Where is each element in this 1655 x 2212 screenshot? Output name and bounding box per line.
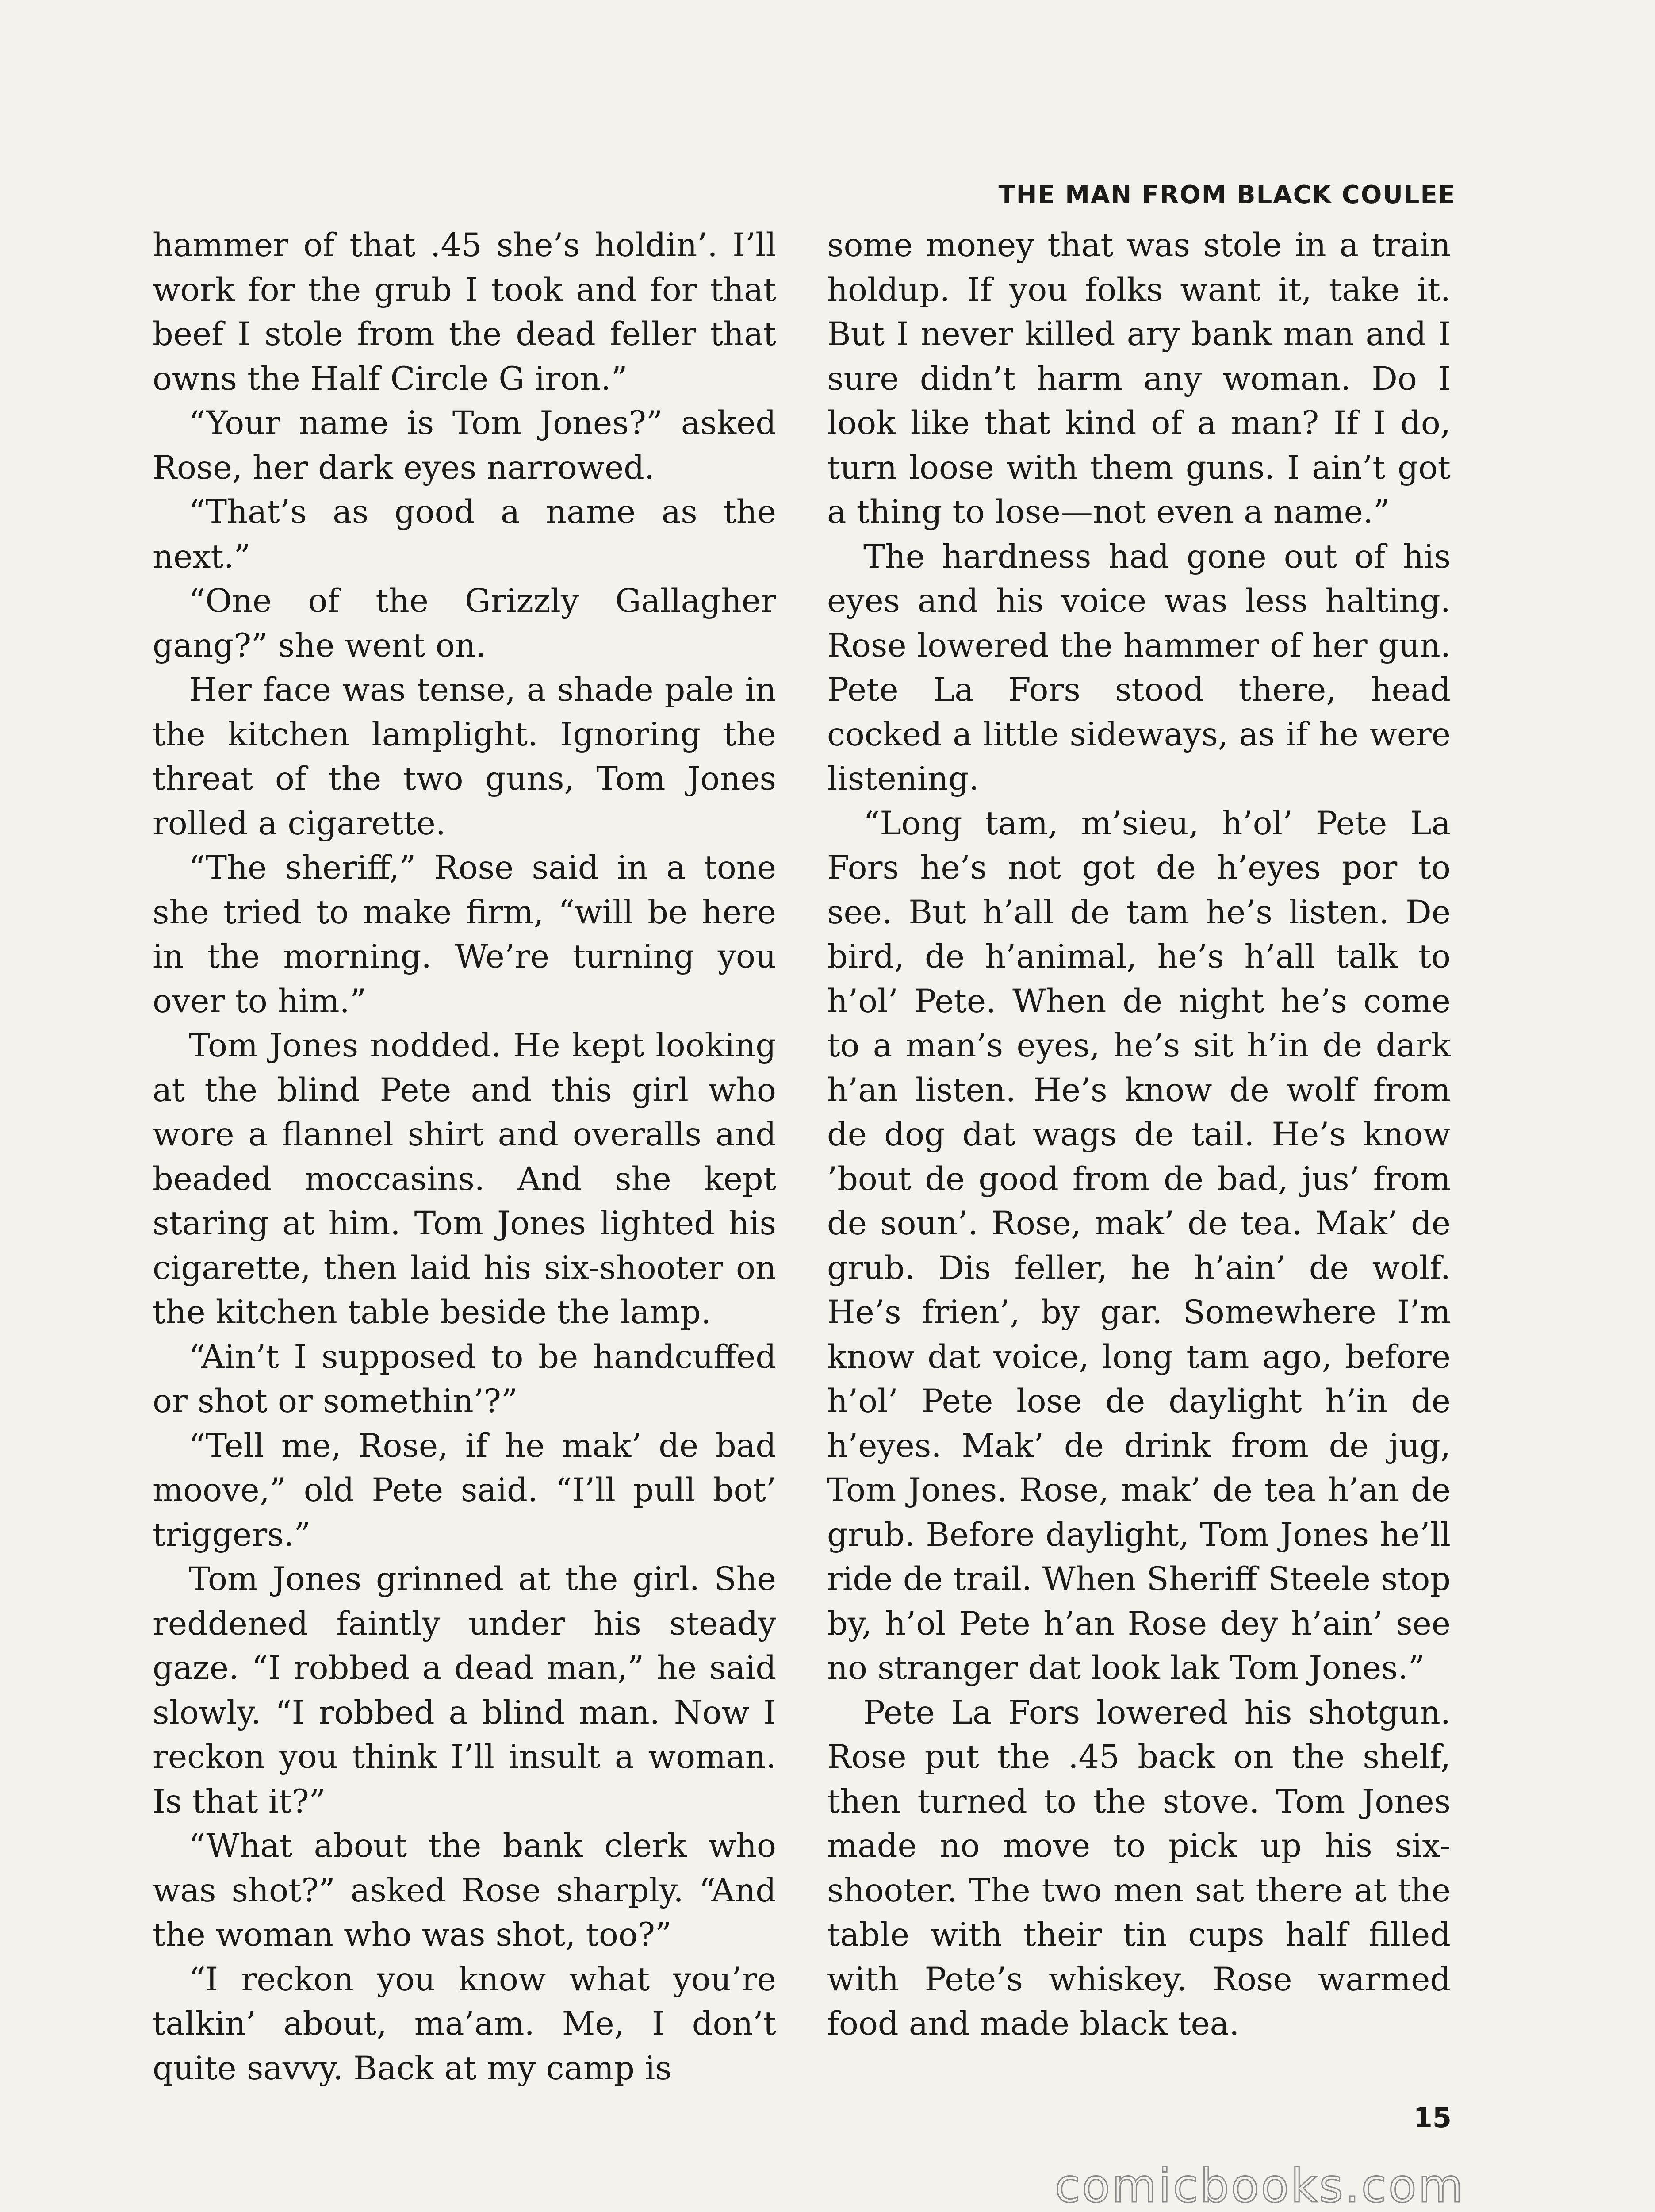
paragraph: “That’s as good a name as the next.” bbox=[153, 493, 776, 576]
paragraph: “The sheriff,” Rose said in a tone she tried to make firm, “will be here in the morning. We’re turning you over to him.” bbox=[153, 849, 776, 1020]
paragraph: “Long tam, m’sieu, h’ol’ Pete La Fors he’s not got de h’eyes por to see. But h’all de tam he’s listen. De bird, de h’animal, he’s h’all talk to h’ol’ Pete. When de night he’s come to a man’s eyes, he’s sit h’in de dark h’an listen. He’s know de wolf from de dog dat wags de tail. He’s know ’bout de good from de bad, jus’ from de soun’. Rose, mak’ de tea. Mak’ de grub. Dis feller, he h’ain’ de wolf. He’s frien’, by gar. Somewhere I’m know dat voice, long tam ago, before h’ol’ Pete lose de daylight h’in de h’eyes. Mak’ de drink from de jug, Tom Jones. Rose, mak’ de tea h’an de grub. Before daylight, Tom Jones he’ll ride de trail. When Sheriff Steele stop by, h’ol Pete h’an Rose dey h’ain’ see no stranger dat look lak Tom Jones.” bbox=[827, 804, 1451, 1687]
paragraph: “Tell me, Rose, if he mak’ de bad moove,” old Pete said. “I’ll pull bot’ triggers.” bbox=[153, 1427, 776, 1554]
paragraph: The hardness had gone out of his eyes and his voice was less halting. Rose lowered the hammer of her gun. Pete La Fors stood there, head cocked a little sideways, as if he were listening. bbox=[827, 538, 1451, 798]
paragraph: “Ain’t I supposed to be handcuffed or shot or somethin’?” bbox=[153, 1338, 776, 1420]
left-column bbox=[153, 223, 776, 2091]
running-head: THE MAN FROM BLACK COULEE bbox=[998, 180, 1456, 209]
page-number: 15 bbox=[1413, 2101, 1452, 2134]
paragraph: “What about the bank clerk who was shot?” asked Rose sharply. “And the woman who was shot, too?” bbox=[153, 1827, 776, 1954]
paragraph: “One of the Grizzly Gallagher gang?” she went on. bbox=[153, 582, 776, 664]
watermark: comicbooks.com bbox=[1054, 2159, 1465, 2212]
paragraph: “Your name is Tom Jones?” asked Rose, her dark eyes narrowed. bbox=[153, 404, 776, 487]
paragraph: Pete La Fors lowered his shotgun. Rose put the .45 back on the shelf, then turned to the stove. Tom Jones made no move to pick up his six-shooter. The two men sat there at the table with their tin cups half filled with Pete’s whiskey. Rose warmed food and made black tea. bbox=[827, 1694, 1451, 2043]
paragraph: Tom Jones grinned at the girl. She reddened faintly under his steady gaze. “I robbed a dead man,” he said slowly. “I robbed a blind man. Now I reckon you think I’ll insult a woman. Is that it?” bbox=[153, 1560, 776, 1820]
paragraph: Her face was tense, a shade pale in the kitchen lamplight. Ignoring the threat of the two guns, Tom Jones rolled a cigarette. bbox=[153, 671, 776, 842]
right-column bbox=[827, 223, 1451, 2047]
paragraph: hammer of that .45 she’s holdin’. I’ll work for the grub I took and for that beef I stole from the dead feller that owns the Half Circle G iron.” bbox=[153, 227, 776, 398]
paragraph: “I reckon you know what you’re talkin’ about, ma’am. Me, I don’t quite savvy. Back at my camp is bbox=[153, 1960, 776, 2087]
paragraph: Tom Jones nodded. He kept looking at the blind Pete and this girl who wore a flannel shirt and overalls and beaded moccasins. And she kept staring at him. Tom Jones lighted his cigarette, then laid his six-shooter on the kitchen table beside the lamp. bbox=[153, 1027, 776, 1331]
paragraph: some money that was stole in a train holdup. If you folks want it, take it. But I never killed ary bank man and I sure didn’t harm any woman. Do I look like that kind of a man? If I do, turn loose with them guns. I ain’t got a thing to lose—not even a name.” bbox=[827, 227, 1451, 531]
